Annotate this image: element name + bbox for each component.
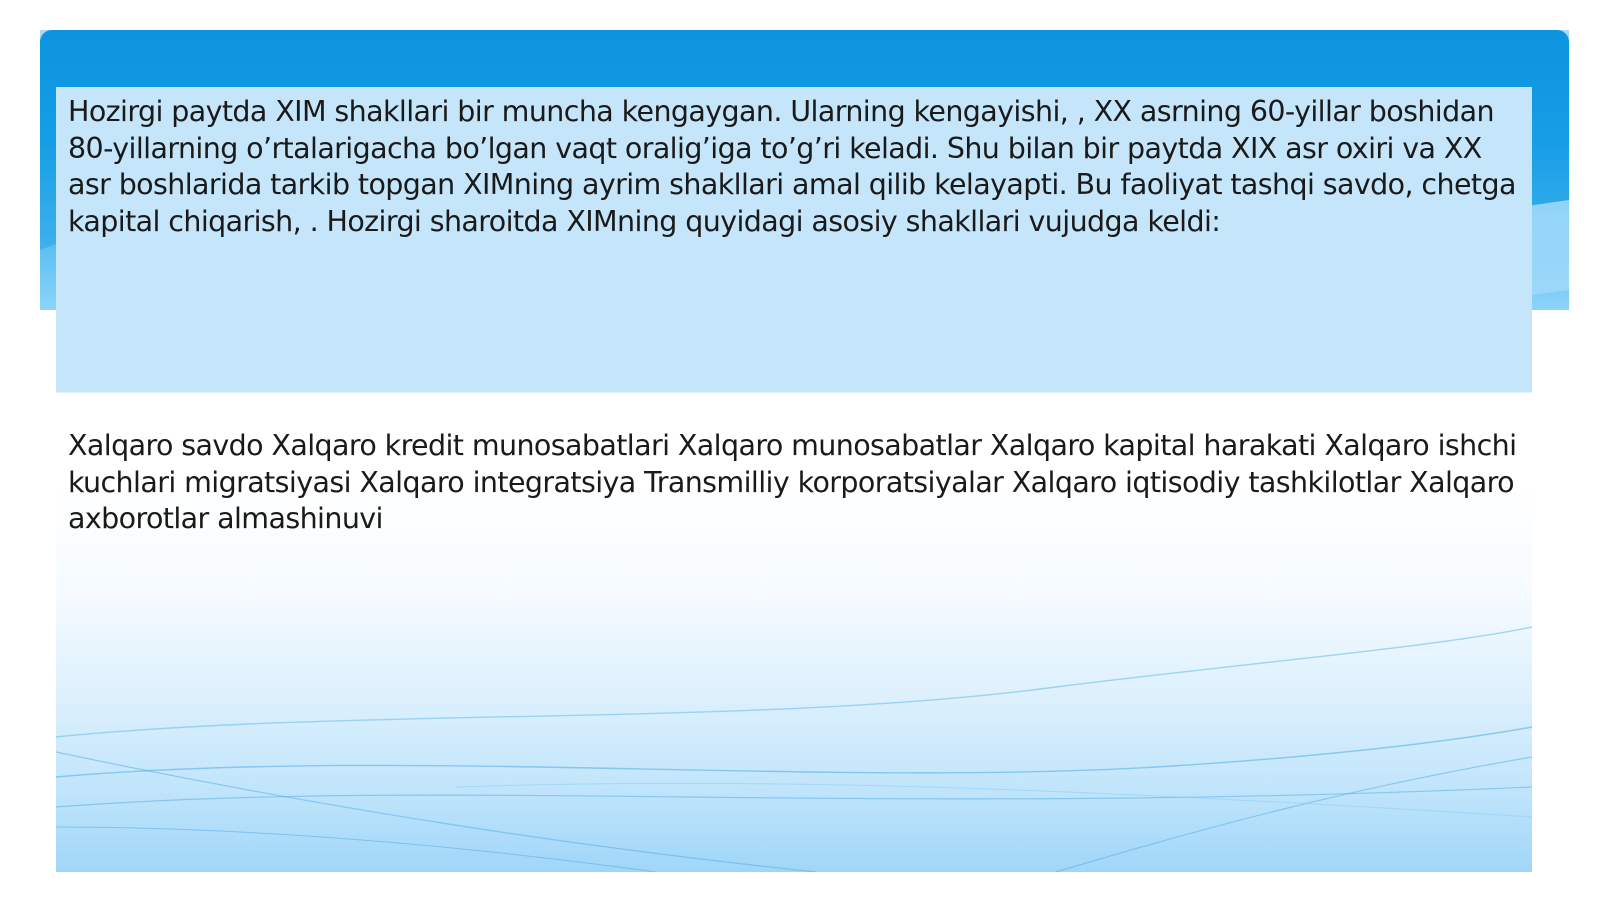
- forms-list-paragraph: Xalqaro savdo Xalqaro kredit munosabatlari Xalqaro munosabatlar Xalqaro kapital harakati Xalqaro ishchi kuchlari migratsiyasi Xalqaro integratsiya Transmilliy korporatsiyalar Xalqaro iqtisodiy tashkilotlar Xalqaro axborotlar almashinuvi: [68, 429, 1517, 535]
- intro-paragraph: Hozirgi paytda XIM shakllari bir muncha kengaygan. Ularning kengayishi, , XX asrning 60-yillar boshidan 80-yillarning o’rtalarigacha bo’lgan vaqt oralig’iga to’g’ri keladi. Shu bilan bir paytda XIX asr oxiri va XX asr boshlarida tarkib topgan XIMning ayrim shakllari amal qilib kelayapti. Bu faoliyat tashqi savdo, chetga kapital chiqarish, . Hozirgi sharoitda XIMning quyidagi asosiy shakllari vujudga keldi:: [68, 95, 1516, 238]
